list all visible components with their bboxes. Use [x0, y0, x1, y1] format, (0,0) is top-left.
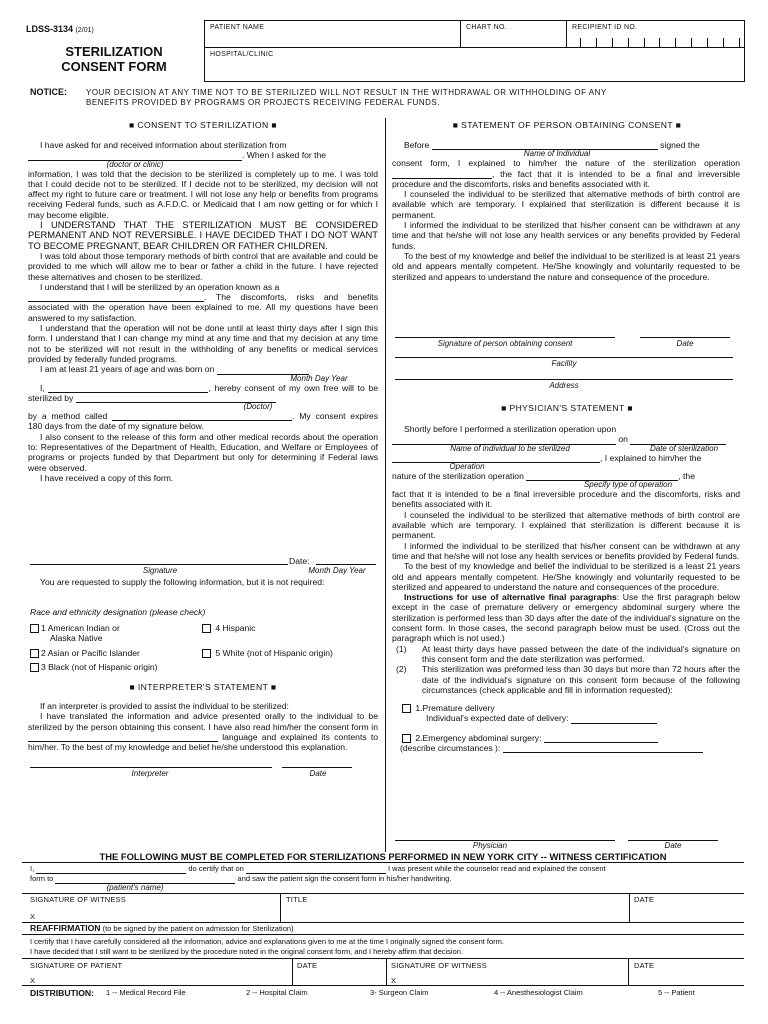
- consent-date-field[interactable]: [316, 564, 376, 565]
- consent-p2-permanent: I UNDERSTAND THAT THE STERILIZATION MUST BE CONSIDERED PERMANENT AND NOT REVERSIBLE. I HAVE DECIDED THAT I DO NOT WANT TO BECOME PREGNANT, BEAR CHILDREN OR FATHER CHILDREN.: [28, 219, 378, 251]
- witness-title-label: TITLE: [286, 895, 308, 904]
- obtaining-signature-caption: Signature of person obtaining consent: [437, 339, 573, 348]
- patient-name-label: PATIENT NAME: [210, 24, 265, 31]
- birth-date-caption: Month Day Year: [290, 373, 348, 383]
- recipient-id-label: RECIPIENT ID NO.: [572, 24, 638, 31]
- obtaining-date-line[interactable]: [640, 337, 730, 338]
- emergency-surgery-field[interactable]: [544, 733, 658, 743]
- title-line-2: CONSENT FORM: [61, 59, 167, 74]
- circumstances-field[interactable]: [503, 743, 703, 753]
- obtaining-date-caption: Date: [676, 339, 694, 348]
- address-caption: Address: [549, 381, 579, 390]
- distribution-3: 3- Surgeon Claim: [370, 988, 429, 997]
- form-number: [26, 24, 94, 34]
- witness-certification: I, do certify that on I was present while the counselor read and explained the consent form to and saw the patient sign the consent form in his/her handwriting. (patient's name): [30, 864, 606, 892]
- facility-caption: Facility: [551, 359, 577, 368]
- obtaining-signature-line[interactable]: [395, 337, 615, 338]
- form-number-text: LDSS-3134: [26, 24, 74, 34]
- address-line[interactable]: [395, 379, 733, 380]
- physician-body: Shortly before I performed a sterilization operation upon on Name of individual to be sterilized Date of sterilization , I explained to him/her the Operation nature of the sterilization operation , the Specify type of operation fact that it is intended to be a final irreversible procedure and the discomforts, risks and benefits associated with it. I counseled the individual to be sterilized that alternative methods of birth control are available which are temporary. I explained that sterilization is different because it is permanent. I informed the individual to be sterilized that his/her consent can be withdrawn at any time and that he/she will not lose any health services or benefits provided by Federal funds. To the best of my knowledge and belief the individual to be sterilized is a least 21 years old and appears mentally competent. He/She knowingly and voluntarily requested to be sterilized and appeared to understand the nature and consequences of the procedure. Instructions for use of alternative final paragraphs: Use the first paragraph below except in the case of premature delivery or emergency abdominal surgery where the sterilization is performed less than 30 days after the date of the individual's signature on the consent form. In those cases, the second paragraph below must be used. (Cross out the paragraph which is not used.) (1) At least thirty days have passed between the date of the individual's signature on this consent form and the date sterilization was performed. (2) This sterilization was preformed less than 30 days but more than 72 hours after the date of the individual's signature on this consent form because of the following circumstances (check applicable and fill in information requested): 1.Premature delivery Individual's expected date of delivery: 2.Emergency abdominal surgery: (describe circumstances ):: [392, 424, 741, 754]
- notice-line-2: BENEFITS PROVIDED BY PROGRAMS OR PROJECTS RECEIVING FEDERAL FUNDS.: [86, 98, 440, 107]
- reaffirm-witness-x[interactable]: X: [391, 976, 397, 985]
- distribution-5: 5 -- Patient: [658, 988, 695, 997]
- race3-checkbox[interactable]: [30, 663, 39, 672]
- patient-name-field[interactable]: [48, 383, 208, 393]
- consent-p3: I was told about those temporary methods of birth control that are available and could be provided to me which will allow me to bear or father a child in the future. I have rejected these alternatives and chosen to be sterilized.: [28, 250, 378, 282]
- date-label: Date:: [289, 556, 310, 566]
- race-heading: Race and ethnicity designation (please check): [30, 607, 206, 617]
- physician-date-caption: Date: [664, 841, 682, 850]
- specify-caption: Specify type of operation: [583, 480, 673, 490]
- facility-line[interactable]: [395, 357, 733, 358]
- witness-heading: THE FOLLOWING MUST BE COMPLETED FOR STERILIZATIONS PERFORMED IN NEW YORK CITY -- WITNESS CERTIFICATION: [99, 851, 667, 862]
- reaffirmation-title: REAFFIRMATION: [30, 923, 101, 933]
- patient-signature-x[interactable]: X: [30, 976, 36, 985]
- operation-field[interactable]: [392, 169, 492, 179]
- emergency-surgery-checkbox[interactable]: [402, 734, 411, 743]
- reaffirmation-heading: [30, 923, 294, 933]
- interpreter-signature-line[interactable]: [30, 767, 272, 768]
- language-field[interactable]: [28, 732, 218, 742]
- consent-p1: information, I was told that the decision to be sterilized is completely up to me. I was told that I could decide not to be sterilized. If I decide not to be sterilized, my decision will not affect my right to future care or treatment. I will not lose any help or benefits from programs receiving Federal funds, such as A.F.D.C. or Medicaid that I am now getting or for which I may become eligible.: [28, 168, 378, 220]
- sign-date-caption: Month Day Year: [308, 566, 366, 575]
- obtaining-body: Before signed the Name of Individual consent form, I explained to him/her the nature of the sterilization operation , the fact that it is intended to be a final and irreversible procedure and the discomforts, risks and benefits associated with it. I counseled the individual to be sterilized that alternative methods of birth control are available which are temporary. I explained that sterilization is different because it is permanent. I informed the individual to be sterilized that his/her consent can be withdrawn at any time and that he/she will not lose any health services or any benefits provided by Federal funds. To the best of my knowledge and belief the individual to be sterilized is at least 21 years old and appears mentally competent. He/She knowingly and voluntarily requested to be sterilized and appears to understand the nature and consequence of the procedure.: [392, 140, 740, 282]
- chart-no-label: CHART NO.: [466, 24, 507, 31]
- patient-name-caption: (patient's name): [106, 883, 164, 892]
- interpreter-caption: Interpreter: [131, 769, 169, 778]
- form-date: (2/01): [75, 27, 94, 34]
- doctor-or-clinic-caption: (doctor or clinic): [106, 159, 164, 169]
- premature-delivery-checkbox[interactable]: [402, 704, 411, 713]
- notice: [30, 87, 607, 108]
- distribution-4: 4 -- Anesthesiologist Claim: [494, 988, 583, 997]
- physician-caption: Physician: [472, 841, 508, 850]
- consent-body: I have asked for and received information about sterilization from . When I asked for the (doctor or clinic) information, I was told that the decision to be sterilized is completely up to me. I was told that I could decide not to be sterilized. If I decide not to be sterilized, my decision will not affect my right to future care or treatment. I will not lose any help or benefits from programs receiving Federal funds, such as A.F.D.C. or Medicaid that I am now getting or for which I may become eligible. I UNDERSTAND THAT THE STERILIZATION MUST BE CONSIDERED PERMANENT AND NOT REVERSIBLE. I HAVE DECIDED THAT I DO NOT WANT TO BECOME PREGNANT, BEAR CHILDREN OR FATHER CHILDREN. I was told about those temporary methods of birth control that are available and could be provided to me which will allow me to bear or father a child in the future. I have rejected these alternatives and chosen to be sterilized. I understand that I will be sterilized by an operation known as a . The discomforts, risks and benefits associated with the operation have been explained to me. All my questions have been answered to my satisfaction. I understand that the operation will not be done until at least thirty days after I sign this form. I understand that I can change my mind at any time and that my decision at any time not to be sterilized will not result in the withholding of any benefits or medical services provided by federally funded programs. I am at least 21 years of age and was born on Month Day Year I, , hereby consent of my own free will to be sterilized by (Doctor) by a method called . My consent expires 180 days from the date of my signature below. I also consent to the release of this form and other medical records about the operation to: Representatives of the Department of Health, Education, and Welfare or Employees of programs or projects funded by that Department but only for determining if Federal laws were observed. I have received a copy of this form.: [28, 140, 379, 483]
- reaffirm-witness-label: SIGNATURE OF WITNESS: [391, 961, 487, 970]
- race2-checkbox[interactable]: [30, 649, 39, 658]
- reaffirm-witness-date-label: DATE: [634, 961, 655, 970]
- distribution: [30, 988, 730, 998]
- operation-type-field[interactable]: [392, 453, 600, 463]
- distribution-1: 1 -- Medical Record File: [106, 988, 186, 997]
- reaffirmation-subtitle: (to be signed by the patient on admission for Sterilization): [102, 924, 294, 933]
- race5-checkbox[interactable]: [202, 649, 211, 658]
- patient-signature-label: SIGNATURE OF PATIENT: [30, 961, 123, 970]
- doctor-caption: (Doctor): [243, 402, 273, 412]
- consent-p9: I also consent to the release of this form and other medical records about the operation to: Representatives of the Department of Health, Education, and Welfare or Employees of programs or projects funded by that Department but only for determining if Federal laws were observed.: [28, 431, 378, 473]
- interpreter-heading: ■ INTERPRETER'S STATEMENT ■: [129, 682, 277, 692]
- signature-caption: Signature: [142, 566, 178, 575]
- recipient-id-boxes[interactable]: [580, 38, 740, 47]
- witness-name-field[interactable]: [36, 865, 186, 874]
- title-line-1: STERILIZATION: [65, 44, 163, 59]
- operation-caption: Operation: [449, 461, 485, 471]
- optional-info: You are requested to supply the following information, but it is not required:: [40, 577, 325, 587]
- individual-name-caption: Name of Individual: [523, 149, 591, 159]
- notice-line-1: YOUR DECISION AT ANY TIME NOT TO BE STERILIZED WILL NOT RESULT IN THE WITHDRAWAL OR WITHHOLDING OF ANY: [86, 88, 607, 97]
- column-divider: [385, 118, 386, 852]
- obtaining-heading: ■ STATEMENT OF PERSON OBTAINING CONSENT ■: [452, 120, 682, 130]
- method-field[interactable]: [112, 411, 292, 421]
- race-options: 1 American Indian or Alaska Native 4 Hispanic 2 Asian or Pacific Islander 5 White (not of Hispanic origin) 3 Black (not of Hispanic origin): [30, 623, 380, 672]
- race1-checkbox[interactable]: [30, 624, 39, 633]
- consent-p5: I understand that the operation will not be done until at least thirty days after I sign this form. I understand that I can change my mind at any time and that my decision at any time not to be sterilized will not result in the withholding of any benefits or medical services provided by federally funded programs.: [28, 323, 378, 364]
- interpreter-body: If an interpreter is provided to assist the individual to be sterilized: I have translated the information and advice presented orally to the individual to be sterilized by the person obtaining this consent. I have also read him/her the consent form in language and explained its contents to him/her. To the best of my knowledge and belief he/she understood this explanation.: [28, 701, 379, 753]
- witness-date-label: DATE: [634, 895, 655, 904]
- interpreter-date-caption: Date: [309, 769, 327, 778]
- physician-heading: ■ PHYSICIAN'S STATEMENT ■: [501, 403, 633, 413]
- operation-name-field[interactable]: [28, 292, 204, 302]
- form-title: [26, 44, 202, 74]
- notice-label: NOTICE:: [30, 87, 67, 97]
- patient-date-label: DATE: [297, 961, 318, 970]
- race4-checkbox[interactable]: [202, 624, 211, 633]
- witness-date-field[interactable]: [246, 865, 386, 874]
- reaffirmation-text: I certify that I have carefully considered all the information, advice and explanations given to me at the time I originally signed the consent form. I have decided that I still want to be sterilized by the procedure noted in the original consent form, and I hereby affirm that decision.: [30, 937, 505, 956]
- interpreter-date-line[interactable]: [282, 767, 352, 768]
- witness-signature-label: SIGNATURE OF WITNESS: [30, 895, 126, 904]
- consent-heading: ■ CONSENT TO STERILIZATION ■: [129, 120, 277, 130]
- witness-signature-x[interactable]: X: [30, 912, 36, 921]
- expected-delivery-field[interactable]: [571, 714, 657, 724]
- hospital-label: HOSPITAL/CLINIC: [210, 51, 274, 58]
- distribution-2: 2 -- Hospital Claim: [246, 988, 308, 997]
- distribution-label: DISTRIBUTION:: [30, 988, 94, 998]
- consent-p10: I have received a copy of this form.: [40, 472, 174, 483]
